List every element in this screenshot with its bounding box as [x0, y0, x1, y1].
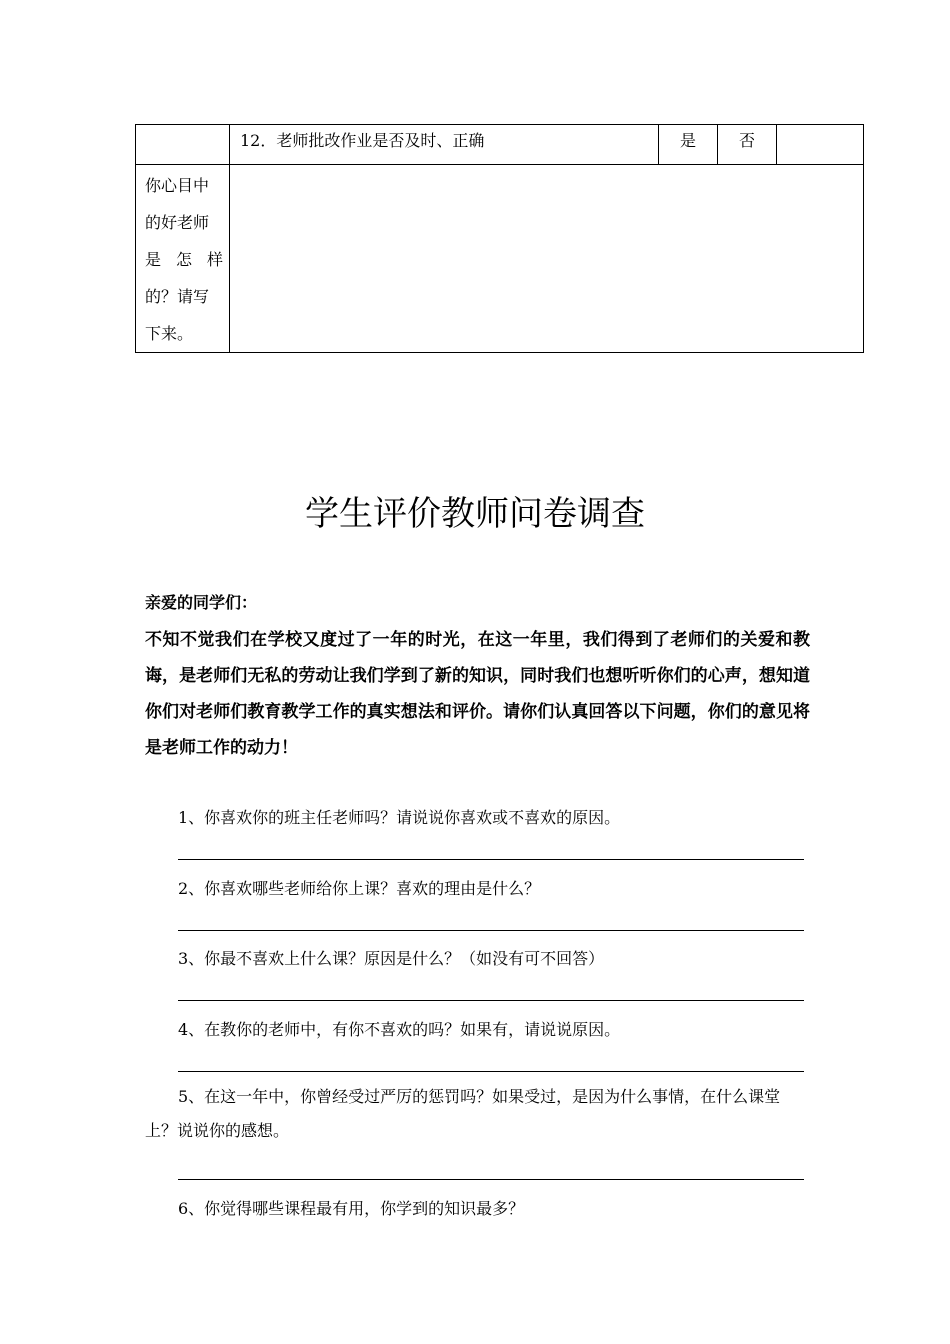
prompt-line: 下来。	[145, 324, 194, 343]
answer-line-4[interactable]	[178, 1071, 804, 1072]
prompt-line: 是 怎 样	[145, 250, 223, 269]
empty-cell	[777, 125, 864, 165]
table-row	[136, 125, 864, 165]
item-12-cell: 12．老师批改作业是否及时、正确	[230, 125, 659, 165]
prompt-line: 的好老师	[145, 213, 210, 232]
no-option-cell[interactable]: 否	[718, 125, 777, 165]
answer-line-5[interactable]	[178, 1179, 804, 1180]
yes-option-cell[interactable]: 是	[659, 125, 718, 165]
intro-paragraph: 不知不觉我们在学校又度过了一年的时光，在这一年里，我们得到了老师们的关爱和教诲，是老师们无私的劳动让我们学到了新的知识，同时我们也想听听你们的心声，想知道你们对老师们教育教学工作的真实想法和评价。请你们认真回答以下问题，你们的意见将是老师工作的动力！	[145, 630, 810, 758]
question-2: 2、你喜欢哪些老师给你上课？喜欢的理由是什么？	[178, 879, 541, 898]
table-row	[136, 165, 864, 353]
answer-area-cell[interactable]	[230, 165, 864, 353]
page-title: 学生评价教师问卷调查	[305, 494, 645, 534]
question-6: 6、你觉得哪些课程最有用，你学到的知识最多？	[178, 1199, 525, 1218]
answer-line-1[interactable]	[178, 859, 804, 860]
prompt-line: 的？请写	[145, 287, 210, 306]
prompt-line: 你心目中	[145, 176, 210, 195]
question-3: 3、你最不喜欢上什么课？原因是什么？（如没有可不回答）	[178, 949, 605, 968]
question-1: 1、你喜欢你的班主任老师吗？请说说你喜欢或不喜欢的原因。	[178, 808, 621, 827]
answer-line-3[interactable]	[178, 1000, 804, 1001]
empty-cell	[136, 125, 230, 165]
answer-line-2[interactable]	[178, 930, 804, 931]
question-5: 5、在这一年中，你曾经受过严厉的惩罚吗？如果受过，是因为什么事情，在什么课堂上？说说你的感想。	[145, 1087, 781, 1140]
greeting: 亲爱的同学们：	[145, 593, 258, 612]
question-4: 4、在教你的老师中，有你不喜欢的吗？如果有，请说说原因。	[178, 1020, 621, 1039]
good-teacher-prompt-cell	[136, 165, 230, 353]
evaluation-table	[135, 124, 864, 353]
